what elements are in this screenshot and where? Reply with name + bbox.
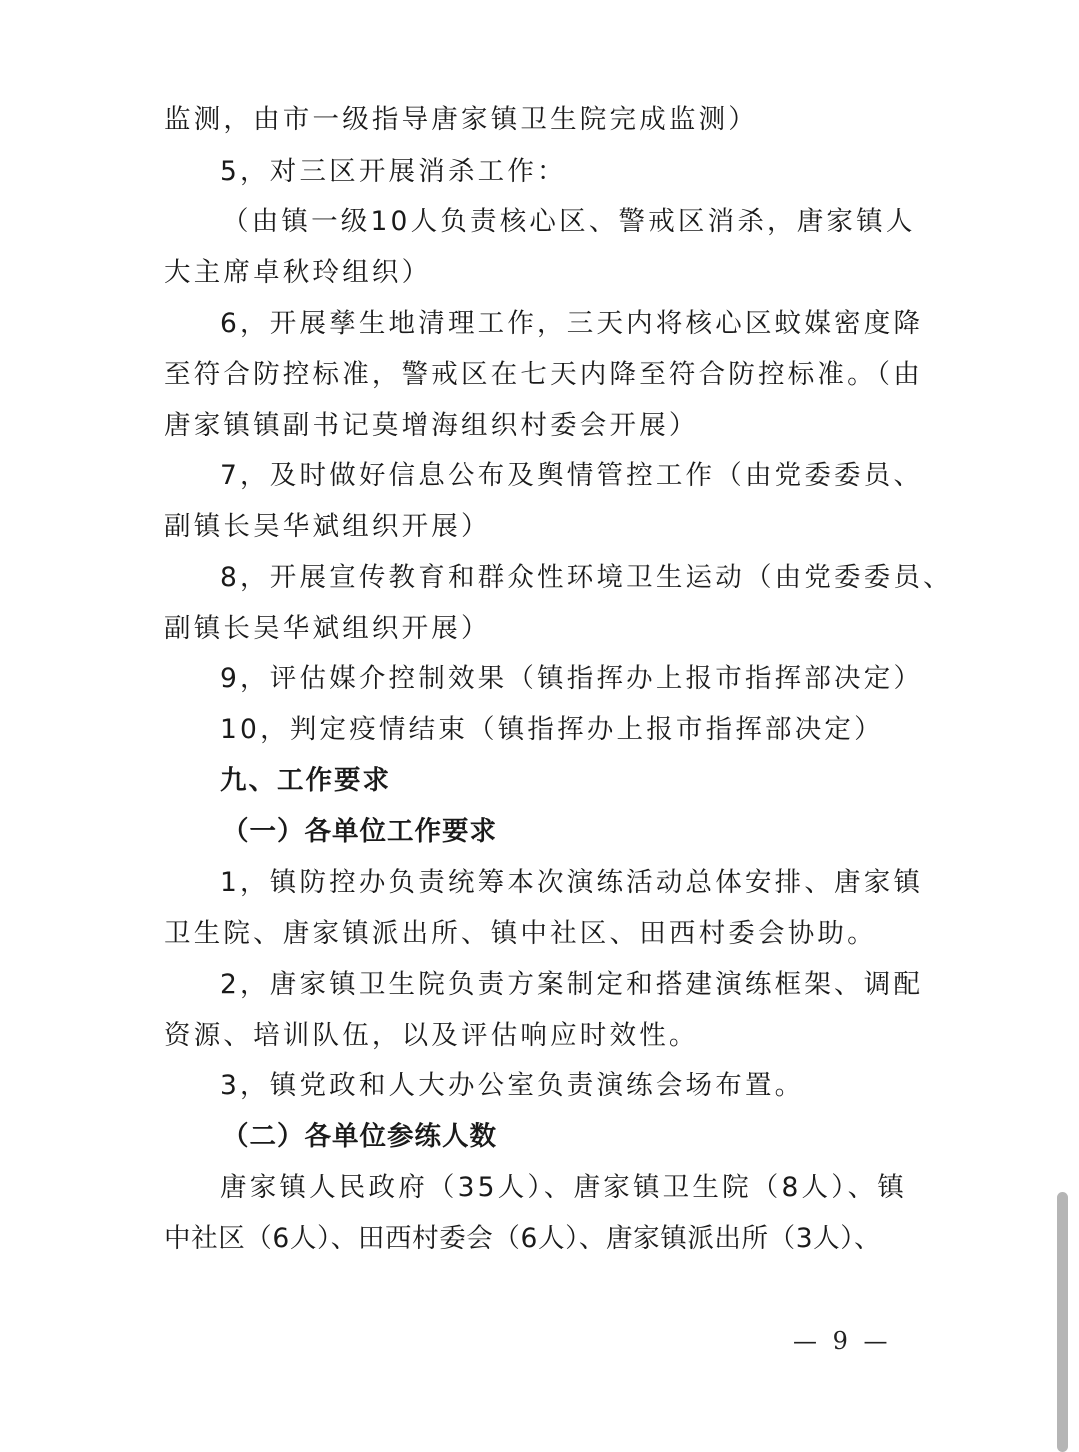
text-line: 大主席卓秋玲组织） [164, 257, 432, 288]
text-line: 资源、培训队伍，以及评估响应时效性。 [164, 1020, 699, 1051]
list-item-5: 5，对三区开展消杀工作： [220, 156, 567, 187]
subsection-heading: （一）各单位工作要求 [222, 816, 497, 847]
vertical-scrollbar[interactable] [1057, 1192, 1068, 1452]
text-line: 中社区（6人）、田西村委会（6人）、唐家镇派出所（3人）、 [164, 1223, 882, 1254]
text-line: 唐家镇人民政府（35人）、唐家镇卫生院（8人）、镇 [220, 1172, 908, 1203]
list-item-10: 10，判定疫情结束（镇指挥办上报市指挥部决定） [220, 714, 884, 745]
list-item-7: 7，及时做好信息公布及舆情管控工作（由党委委员、 [220, 460, 924, 491]
list-item-6: 6，开展孳生地清理工作，三天内将核心区蚊媒密度降 [220, 308, 924, 339]
text-line: 副镇长吴华斌组织开展） [164, 511, 491, 542]
text-line: 唐家镇镇副书记莫增海组织村委会开展） [164, 410, 699, 441]
list-item-3: 3，镇党政和人大办公室负责演练会场布置。 [220, 1070, 805, 1101]
section-heading: 九、工作要求 [220, 765, 391, 796]
text-line: 卫生院、唐家镇派出所、镇中社区、田西村委会协助。 [164, 918, 877, 949]
page-number: — 9 — [793, 1327, 892, 1355]
text-line: 至符合防控标准，警戒区在七天内降至符合防控标准。（由 [164, 359, 923, 390]
text-line: （由镇一级10人负责核心区、警戒区消杀，唐家镇人 [222, 206, 916, 237]
list-item-8: 8，开展宣传教育和群众性环境卫生运动（由党委委员、 [220, 562, 953, 593]
list-item-2: 2，唐家镇卫生院负责方案制定和搭建演练框架、调配 [220, 969, 924, 1000]
list-item-1: 1，镇防控办负责统筹本次演练活动总体安排、唐家镇 [220, 867, 924, 898]
subsection-heading: （二）各单位参练人数 [222, 1121, 497, 1152]
list-item-9: 9，评估媒介控制效果（镇指挥办上报市指挥部决定） [220, 663, 924, 694]
text-line: 监测，由市一级指导唐家镇卫生院完成监测） [164, 104, 758, 135]
text-line: 副镇长吴华斌组织开展） [164, 613, 491, 644]
